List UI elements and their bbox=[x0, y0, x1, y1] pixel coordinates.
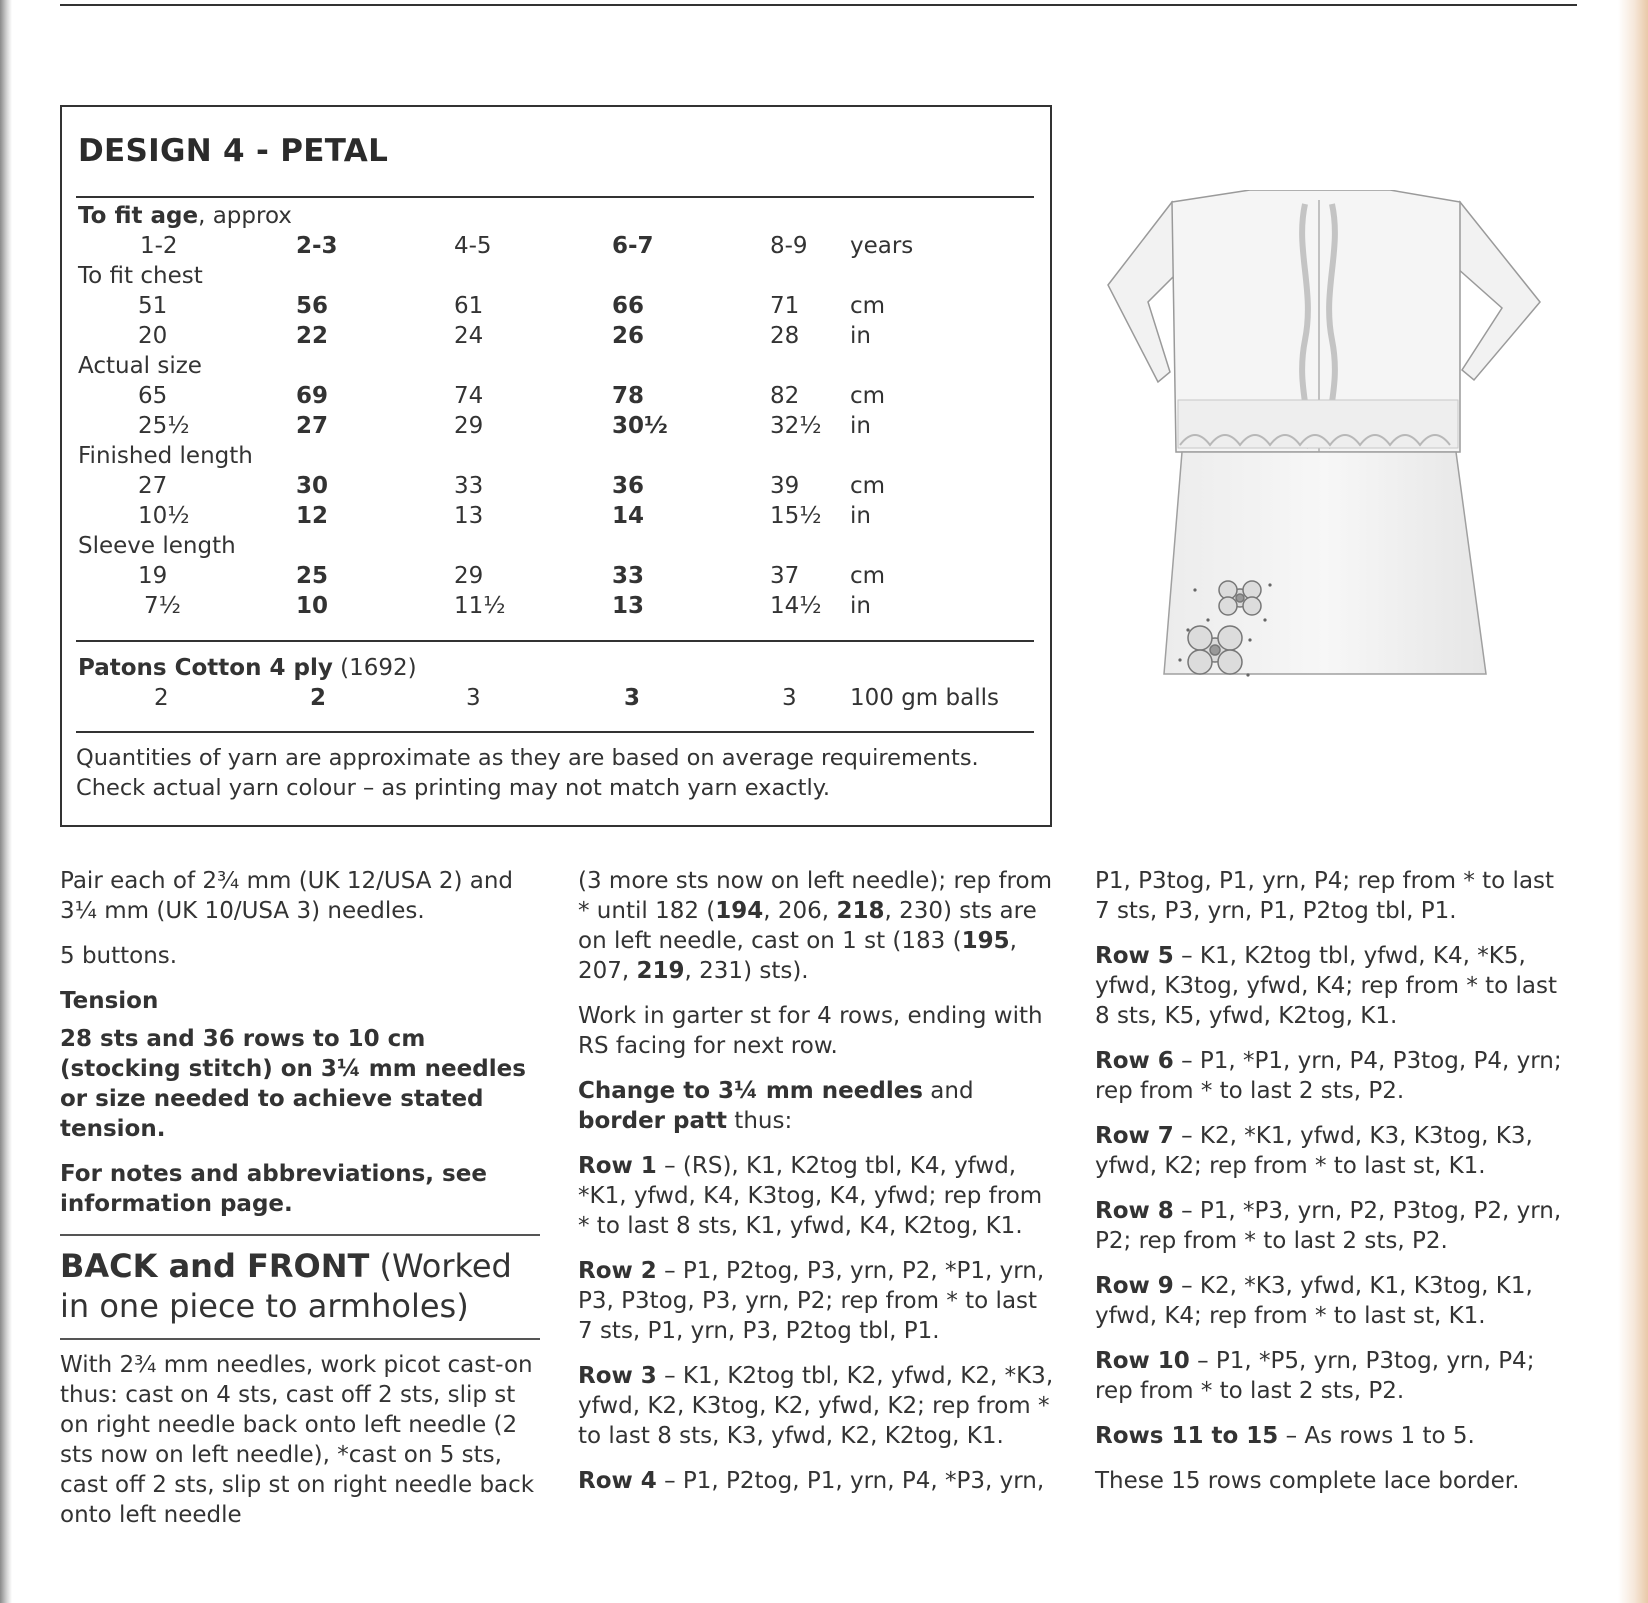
cell: 10½ bbox=[138, 503, 190, 529]
cell: 20 bbox=[138, 323, 168, 349]
cell: 28 bbox=[770, 323, 800, 349]
cell: 56 bbox=[296, 293, 329, 319]
cell: 29 bbox=[454, 563, 484, 589]
row-7: Row 7 – K2, *K1, yfwd, K3, K3tog, K3, yfwd, K2; rep from * to last st, K1. bbox=[1095, 1123, 1533, 1179]
unit: cm bbox=[850, 293, 886, 319]
row-4: Row 4 – P1, P2tog, P1, yrn, P4, *P3, yrn, bbox=[578, 1468, 1045, 1494]
cell: 2 bbox=[154, 685, 169, 711]
title-rule bbox=[76, 196, 1034, 198]
cell: 10 bbox=[296, 593, 329, 619]
cell: 69 bbox=[296, 383, 329, 409]
row-5: Row 5 – K1, K2tog tbl, yfwd, K4, *K5, yfwd, K3tog, yfwd, K4; rep from * to last 8 sts, K5, yfwd, K2tog, K1. bbox=[1095, 943, 1558, 1029]
cell: 7½ bbox=[144, 593, 181, 619]
cell: 61 bbox=[454, 293, 484, 319]
scan-shadow-edge bbox=[0, 0, 12, 1603]
cell: 51 bbox=[138, 293, 168, 319]
cell: 25 bbox=[296, 563, 329, 589]
cell: 26 bbox=[612, 323, 645, 349]
column-2 bbox=[578, 866, 1058, 1511]
cell: 15½ bbox=[770, 503, 822, 529]
cell: 13 bbox=[612, 593, 645, 619]
unit: in bbox=[850, 413, 871, 439]
unit: in bbox=[850, 323, 871, 349]
design-title: DESIGN 4 - PETAL bbox=[78, 133, 389, 169]
unit: years bbox=[850, 233, 914, 259]
cell: 30 bbox=[296, 473, 329, 499]
cell: 33 bbox=[612, 563, 645, 589]
unit: cm bbox=[850, 383, 886, 409]
row-8: Row 8 – P1, *P3, yrn, P2, P3tog, P2, yrn, P2; rep from * to last 2 sts, P2. bbox=[1095, 1198, 1562, 1254]
row-6: Row 6 – P1, *P1, yrn, P4, P3tog, P4, yrn; rep from * to last 2 sts, P2. bbox=[1095, 1048, 1562, 1104]
buttons-text: 5 buttons. bbox=[60, 943, 178, 969]
cell: 2-3 bbox=[296, 233, 338, 259]
cell: 29 bbox=[454, 413, 484, 439]
unit: in bbox=[850, 503, 871, 529]
cast-on-text: With 2¾ mm needles, work picot cast-on thus: cast on 4 sts, cast off 2 sts, slip st on right needle back onto left needle (2 sts now on left needle), *cast on 5 sts, cast off 2 sts, slip st on right needle back onto left needle bbox=[60, 1352, 535, 1528]
needles-text: Pair each of 2¾ mm (UK 12/USA 2) and 3¼ mm (UK 10/USA 3) needles. bbox=[60, 868, 514, 924]
row-2: Row 2 – P1, P2tog, P3, yrn, P2, *P1, yrn, P3, P3tog, P3, yrn, P2; rep from * to last 7 sts, P1, yrn, P3, P2tog tbl, P1. bbox=[578, 1258, 1045, 1344]
cell: 24 bbox=[454, 323, 484, 349]
stitch-count-text: (3 more sts now on left needle); rep from * until 182 (194, 206, 218, 230) sts are on left needle, cast on 1 st (183 (195, 207, 219, 231) sts). bbox=[578, 868, 1052, 984]
section-rule-bottom bbox=[60, 1338, 540, 1340]
cell: 30½ bbox=[612, 413, 668, 439]
cell: 65 bbox=[138, 383, 168, 409]
cell: 27 bbox=[296, 413, 329, 439]
row-1: Row 1 – (RS), K1, K2tog tbl, K4, yfwd, *K1, yfwd, K4, K3tog, K4, yfwd; rep from * to last 8 sts, K1, yfwd, K4, K2tog, K1. bbox=[578, 1153, 1043, 1239]
cell: 19 bbox=[138, 563, 168, 589]
row-9: Row 9 – K2, *K3, yfwd, K1, K3tog, K1, yfwd, K4; rep from * to last st, K1. bbox=[1095, 1273, 1533, 1329]
row-10: Row 10 – P1, *P5, yrn, P3tog, yrn, P4; rep from * to last 2 sts, P2. bbox=[1095, 1348, 1535, 1404]
cell: 33 bbox=[454, 473, 484, 499]
cell: 22 bbox=[296, 323, 329, 349]
tension-text: 28 sts and 36 rows to 10 cm (stocking stitch) on 3¼ mm needles or size needed to achieve stated tension. bbox=[60, 1026, 526, 1142]
cell: 4-5 bbox=[454, 233, 492, 259]
label-actual-size: Actual size bbox=[78, 353, 202, 379]
label-age: To fit age, approx bbox=[78, 203, 292, 229]
yarn-rule bbox=[76, 640, 1034, 642]
notes-reference: For notes and abbreviations, see information page. bbox=[60, 1161, 487, 1217]
tension-heading: Tension bbox=[60, 988, 159, 1014]
cell: 78 bbox=[612, 383, 645, 409]
cell: 8-9 bbox=[770, 233, 808, 259]
label-sleeve-length: Sleeve length bbox=[78, 533, 236, 559]
section-heading: BACK and FRONT (Worked in one piece to armholes) bbox=[60, 1247, 512, 1325]
cell: 14½ bbox=[770, 593, 822, 619]
unit: 100 gm balls bbox=[850, 685, 999, 711]
border-complete-text: These 15 rows complete lace border. bbox=[1095, 1468, 1520, 1494]
unit: cm bbox=[850, 563, 886, 589]
label-finished-length: Finished length bbox=[78, 443, 253, 469]
column-3 bbox=[1095, 866, 1575, 1511]
cell: 6-7 bbox=[612, 233, 654, 259]
cell: 66 bbox=[612, 293, 645, 319]
cell: 13 bbox=[454, 503, 484, 529]
cell: 71 bbox=[770, 293, 800, 319]
cell: 37 bbox=[770, 563, 800, 589]
section-rule-top bbox=[60, 1234, 540, 1236]
cell: 27 bbox=[138, 473, 168, 499]
cell: 36 bbox=[612, 473, 645, 499]
cell: 82 bbox=[770, 383, 800, 409]
unit: in bbox=[850, 593, 871, 619]
size-table-box bbox=[60, 105, 1052, 827]
cell: 3 bbox=[624, 685, 641, 711]
column-1 bbox=[60, 866, 540, 1545]
cell: 1-2 bbox=[140, 233, 178, 259]
yarn-note: Quantities of yarn are approximate as they are based on average requirements. bbox=[76, 745, 979, 771]
cell: 12 bbox=[296, 503, 329, 529]
cell: 25½ bbox=[138, 413, 190, 439]
cell: 14 bbox=[612, 503, 645, 529]
cell: 11½ bbox=[454, 593, 506, 619]
rows-11-to-15: Rows 11 to 15 – As rows 1 to 5. bbox=[1095, 1423, 1475, 1449]
cell: 3 bbox=[466, 685, 481, 711]
change-needles-text: Change to 3¼ mm needles and border patt thus: bbox=[578, 1078, 974, 1134]
top-rule bbox=[60, 4, 1577, 6]
cell: 3 bbox=[782, 685, 797, 711]
garment-illustration bbox=[1100, 190, 1570, 710]
colour-note: Check actual yarn colour – as printing may not match yarn exactly. bbox=[76, 775, 830, 801]
row-4-continued: P1, P3tog, P1, yrn, P4; rep from * to last 7 sts, P3, yrn, P1, P2tog tbl, P1. bbox=[1095, 868, 1555, 924]
row-3: Row 3 – K1, K2tog tbl, K2, yfwd, K2, *K3, yfwd, K2, K3tog, K2, yfwd, K2; rep from * to last 8 sts, K3, yfwd, K2, K2tog, K1. bbox=[578, 1363, 1054, 1449]
page-edge-tint bbox=[1618, 0, 1648, 1603]
notes-rule bbox=[76, 731, 1034, 733]
garter-text: Work in garter st for 4 rows, ending with RS facing for next row. bbox=[578, 1003, 1043, 1059]
cell: 2 bbox=[310, 685, 327, 711]
unit: cm bbox=[850, 473, 886, 499]
cell: 39 bbox=[770, 473, 800, 499]
cell: 32½ bbox=[770, 413, 822, 439]
label-yarn: Patons Cotton 4 ply (1692) bbox=[78, 655, 417, 681]
cell: 74 bbox=[454, 383, 484, 409]
label-chest: To fit chest bbox=[78, 263, 203, 289]
